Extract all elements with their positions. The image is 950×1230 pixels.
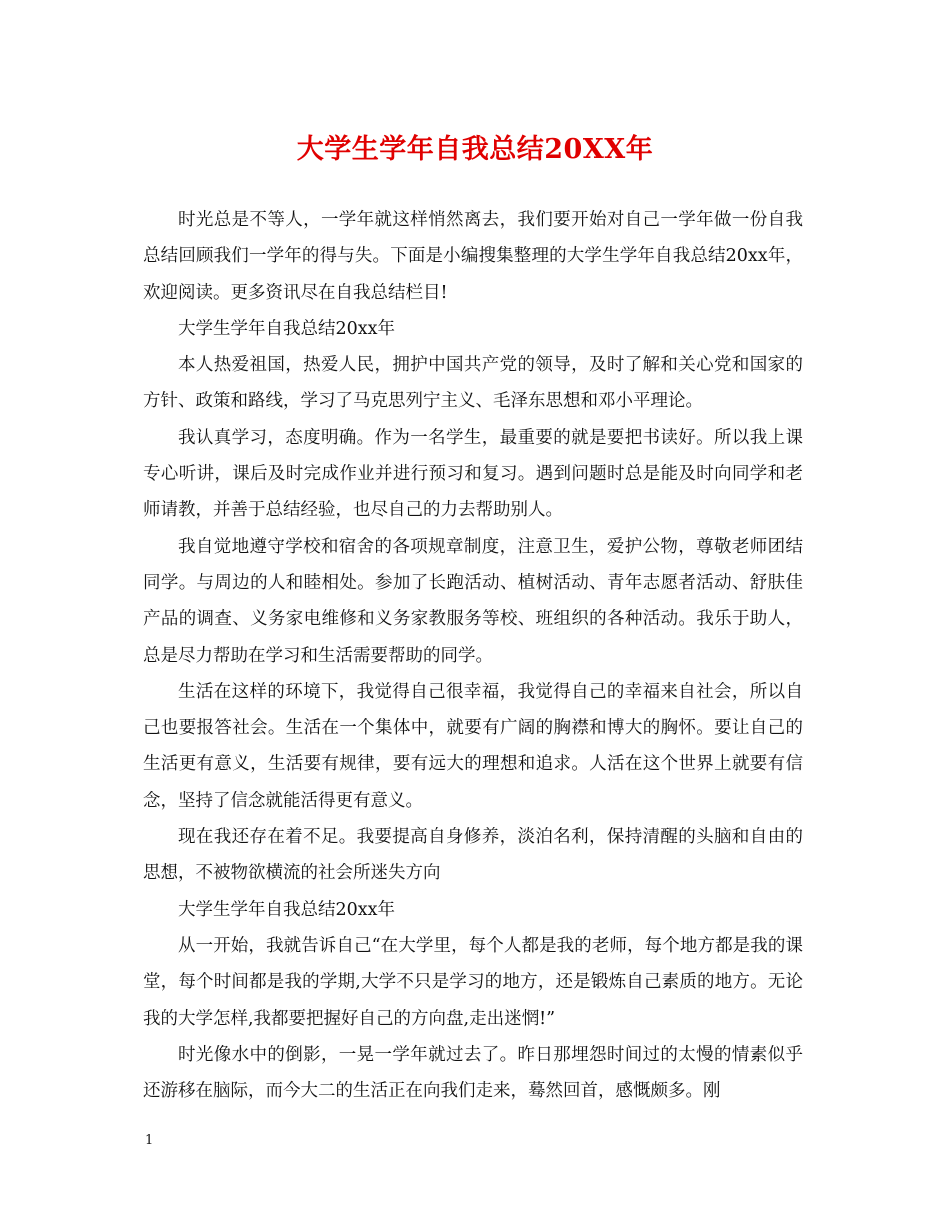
- page-number: 1: [145, 1133, 154, 1148]
- paragraph-intro: 时光总是不等人，一学年就这样悄然离去，我们要开始对自己一学年做一份自我总结回顾我们一学年的得与失。下面是小编搜集整理的大学生学年自我总结20xx年，欢迎阅读。更多资讯尽在自我总结栏目!: [143, 210, 803, 303]
- paragraph-subheading-2: 大学生学年自我总结20xx年: [178, 899, 396, 920]
- paragraph-life: 生活在这样的环境下，我觉得自己很幸福，我觉得自己的幸福来自社会，所以自己也要报答社会。生活在一个集体中，就要有广阔的胸襟和博大的胸怀。要让自己的生活更有意义，生活要有规律，要有远大的理想和追求。人活在这个世界上就要有信念，坚持了信念就能活得更有意义。: [143, 681, 803, 811]
- document-title: 大学生学年自我总结20XX年: [296, 134, 654, 165]
- paragraph-subheading-1: 大学生学年自我总结20xx年: [178, 318, 396, 339]
- paragraph-time: 时光像水中的倒影，一晃一学年就过去了。昨日那埋怨时间过的太慢的情素似乎还游移在脑际，而今大二的生活正在向我们走来，蓦然回首，感慨颇多。刚: [143, 1044, 803, 1102]
- paragraph-beginning: 从一开始，我就告诉自己“在大学里，每个人都是我的老师，每个地方都是我的课堂，每个时间都是我的学期,大学不只是学习的地方，还是锻炼自己素质的地方。无论我的大学怎样,我都要把握好自己的方向盘,走出迷惘!”: [143, 935, 803, 1029]
- paragraph-patriotism: 本人热爱祖国，热爱人民，拥护中国共产党的领导，及时了解和关心党和国家的方针、政策和路线，学习了马克思列宁主义、毛泽东思想和邓小平理论。: [143, 355, 803, 412]
- paragraph-shortcomings: 现在我还存在着不足。我要提高自身修养，淡泊名利，保持清醒的头脑和自由的思想，不被物欲横流的社会所迷失方向: [143, 827, 803, 884]
- document-body: [143, 202, 803, 1109]
- paragraph-discipline: 我自觉地遵守学校和宿舍的各项规章制度，注意卫生，爱护公物，尊敬老师团结同学。与周边的人和睦相处。参加了长跑活动、植树活动、青年志愿者活动、舒肤佳产品的调查、义务家电维修和义务家教服务等校、班组织的各种活动。我乐于助人，总是尽力帮助在学习和生活需要帮助的同学。: [143, 536, 803, 666]
- paragraph-study: 我认真学习，态度明确。作为一名学生，最重要的就是要把书读好。所以我上课专心听讲，课后及时完成作业并进行预习和复习。遇到问题时总是能及时向同学和老师请教，并善于总结经验，也尽自己的力去帮助别人。: [143, 427, 803, 521]
